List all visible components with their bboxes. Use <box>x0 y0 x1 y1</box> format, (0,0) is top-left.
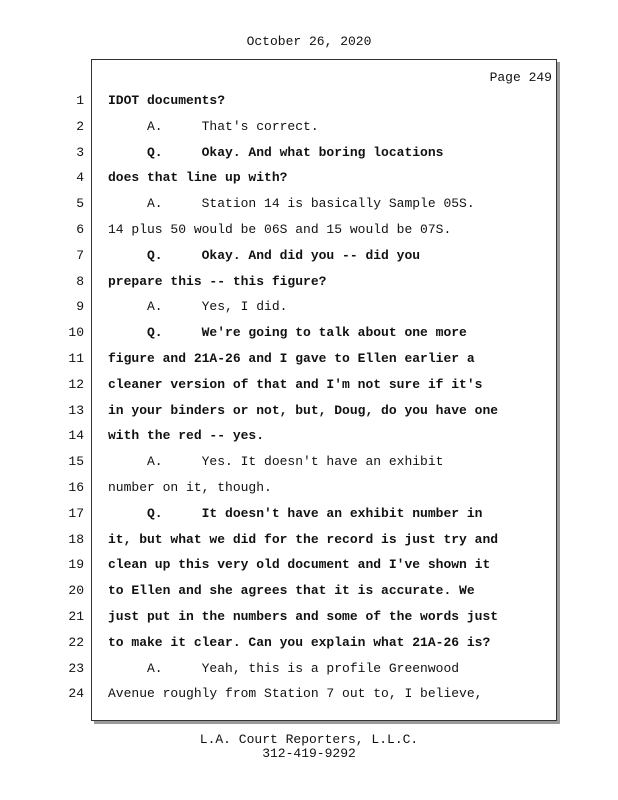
footer-company: L.A. Court Reporters, L.L.C. <box>199 732 419 747</box>
line-text: number on it, though. <box>108 480 272 495</box>
transcript-line <box>0 297 618 317</box>
line-number: 21 <box>68 609 84 624</box>
page-number: Page 249 <box>489 70 552 85</box>
line-number: 4 <box>76 170 84 186</box>
line-text: Avenue roughly from Station 7 out to, I believe, <box>108 686 483 702</box>
transcript-line <box>0 581 618 601</box>
line-number: 5 <box>76 196 84 212</box>
line-number: 2 <box>76 118 84 134</box>
line-number: 15 <box>68 454 84 470</box>
line-text: 14 plus 50 would be 06S and 15 would be 07S. <box>108 222 452 237</box>
line-text: it, but what we did for the record is just try and <box>108 531 499 547</box>
line-text: just put in the numbers and some of the words just <box>108 609 499 624</box>
transcript-line <box>0 246 618 266</box>
line-text: A. Yes, I did. <box>108 299 288 315</box>
line-number: 17 <box>68 505 84 521</box>
line-number: 11 <box>68 351 84 366</box>
line-number: 18 <box>68 531 84 547</box>
line-number: 3 <box>76 144 84 160</box>
line-text: in your binders or not, but, Doug, do you have one <box>108 402 499 418</box>
line-number: 20 <box>68 583 84 599</box>
line-text: Q. Okay. And what boring locations <box>108 144 444 160</box>
line-text: to Ellen and she agrees that it is accurate. We <box>108 583 475 599</box>
line-number: 6 <box>76 222 84 237</box>
transcript-line <box>0 607 618 627</box>
transcript-line <box>0 684 618 704</box>
transcript-line <box>0 659 618 679</box>
line-number: 7 <box>76 247 84 263</box>
line-text: with the red -- yes. <box>108 428 265 444</box>
line-number: 13 <box>68 402 84 418</box>
line-text: A. Yeah, this is a profile Greenwood <box>108 660 460 676</box>
transcript-line <box>0 504 618 524</box>
line-text: Q. It doesn't have an exhibit number in <box>108 505 483 521</box>
transcript-line <box>0 633 618 653</box>
transcript-line <box>0 401 618 421</box>
line-text: Q. We're going to talk about one more <box>108 325 467 341</box>
line-text: figure and 21A-26 and I gave to Ellen earlier a <box>108 351 475 366</box>
line-number: 1 <box>76 93 84 108</box>
transcript-line <box>0 91 618 111</box>
line-text: IDOT documents? <box>108 93 226 108</box>
line-number: 9 <box>76 299 84 315</box>
transcript-line <box>0 478 618 498</box>
transcript-date: October 26, 2020 <box>246 34 372 49</box>
line-text: clean up this very old document and I've shown it <box>108 557 491 573</box>
line-number: 16 <box>68 480 84 495</box>
line-text: does that line up with? <box>108 170 288 186</box>
transcript-line <box>0 143 618 163</box>
line-text: Q. Okay. And did you -- did you <box>108 247 421 263</box>
transcript-line <box>0 117 618 137</box>
transcript-line <box>0 194 618 214</box>
line-number: 8 <box>76 273 84 289</box>
line-number: 22 <box>68 634 84 650</box>
transcript-line <box>0 220 618 240</box>
line-text: prepare this -- this figure? <box>108 273 327 289</box>
transcript-line <box>0 555 618 575</box>
transcript-line <box>0 272 618 292</box>
transcript-line <box>0 349 618 369</box>
line-text: cleaner version of that and I'm not sure if it's <box>108 376 483 392</box>
transcript-line <box>0 530 618 550</box>
line-text: A. Yes. It doesn't have an exhibit <box>108 454 444 470</box>
transcript-line <box>0 452 618 472</box>
footer-phone: 312-419-9292 <box>262 746 356 761</box>
line-text: A. Station 14 is basically Sample 05S. <box>108 196 475 212</box>
line-number: 24 <box>68 686 84 702</box>
line-number: 14 <box>68 428 84 444</box>
transcript-line <box>0 323 618 343</box>
footer <box>0 733 618 761</box>
line-number: 12 <box>68 376 84 392</box>
line-number: 23 <box>68 660 84 676</box>
transcript-line <box>0 375 618 395</box>
line-text: A. That's correct. <box>108 118 319 134</box>
line-number: 10 <box>68 325 84 341</box>
transcript-line <box>0 168 618 188</box>
line-number: 19 <box>68 557 84 573</box>
transcript-line <box>0 426 618 446</box>
line-text: to make it clear. Can you explain what 21A-26 is? <box>108 634 491 650</box>
